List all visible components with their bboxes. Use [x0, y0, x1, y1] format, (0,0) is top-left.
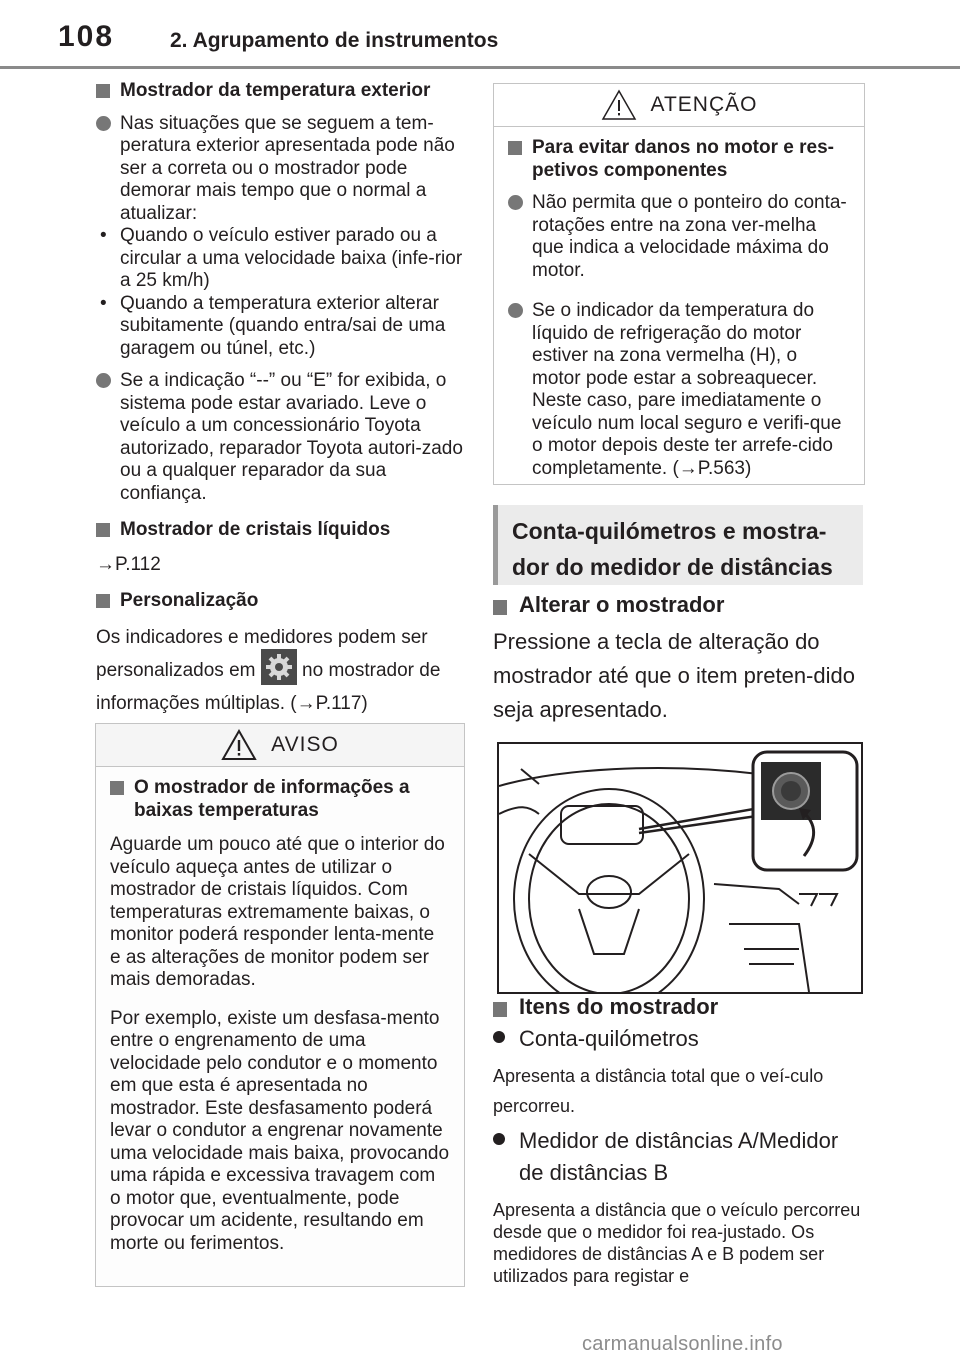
gear-icon	[261, 649, 297, 685]
section-heading: Mostrador de cristais líquidos	[96, 519, 468, 542]
section-heading: Itens do mostrador	[493, 996, 865, 1019]
console-line	[819, 894, 837, 906]
square-bullet-icon	[96, 523, 110, 537]
list-item: • Quando a temperatura exterior alterar subitamente (quando entra/sai de uma garagem ou túnel, etc.)	[100, 292, 446, 359]
paragraph: Aguarde um pouco até que o interior do veículo aqueça antes de utilizar o mostrador de cristais líquidos. Com temperaturas extremamente baixas, o monitor poderá responder lenta-mente e as alterações de monitor podem ser mais demoradas.	[110, 834, 445, 990]
square-bullet-icon	[508, 141, 522, 155]
list-item-title: Medidor de distâncias A/Medidor de distâncias B	[493, 1125, 865, 1189]
caution-box-title: ATENÇÃO	[650, 92, 758, 116]
round-bullet-icon	[493, 1133, 505, 1145]
paragraph: Não permita que o ponteiro do conta-rotações entre na zona ver-melha que indica a velocidade máxima do motor.	[508, 192, 850, 282]
instrument-cluster	[561, 806, 643, 844]
caution-box-body	[494, 127, 864, 490]
wheel-hub	[587, 876, 631, 908]
section-banner-title: Conta-quilómetros e mostra-dor do medidor de distâncias	[512, 518, 833, 580]
left-column	[96, 80, 468, 719]
page-reference[interactable]: →P.112	[96, 553, 161, 575]
paragraph: Se o indicador da temperatura do líquido de refrigeração do motor estiver na zona vermelha (H), o motor pode estar a sobreaquecer. Neste caso, pare imediatamente o veículo num local seguro e verifi-que o motor depois deste ter arrefe-cido completamente. (→P.563)	[508, 300, 850, 480]
section-heading: Alterar o mostrador	[493, 594, 865, 617]
vent-left	[499, 807, 539, 814]
square-bullet-icon	[96, 84, 110, 98]
paragraph: Apresenta a distância total que o veí-culo percorreu.	[493, 1065, 824, 1116]
paragraph: Apresenta a distância que o veículo percorreu desde que o medidor foi rea-justado. Os medidores de distâncias A e B podem ser utilizados para registar e	[493, 1199, 861, 1286]
vent-line	[521, 769, 539, 784]
console-line	[714, 884, 799, 904]
console-line	[729, 924, 809, 992]
paragraph: Se a indicação “--” ou “E” for exibida, o sistema pode estar avariado. Leve o veículo a um concessionário Toyota autorizado, reparador Toyota autori-zado ou a qualquer reparador da sua confiança.	[96, 370, 468, 505]
right-column	[493, 594, 865, 727]
caution-box-header	[494, 84, 864, 127]
list-item: • Quando o veículo estiver parado ou a circular a uma velocidade baixa (infe-rior a 25 km/h)	[100, 225, 463, 291]
caution-triangle-icon	[601, 89, 637, 121]
round-bullet-icon	[508, 195, 523, 210]
steering-wheel-rim	[514, 789, 704, 992]
square-bullet-icon	[493, 600, 507, 615]
caution-box	[493, 83, 865, 485]
round-bullet-icon	[96, 116, 111, 131]
warning-box-body	[96, 767, 464, 1265]
wheel-spoke	[529, 854, 689, 894]
list-item-title: Conta-quilómetros	[493, 1023, 865, 1055]
square-bullet-icon	[96, 594, 110, 608]
display-switch-center	[781, 781, 801, 801]
round-bullet-icon	[493, 1031, 505, 1043]
box-heading: O mostrador de informações a baixas temperaturas	[110, 777, 450, 822]
page-number: 108	[58, 20, 115, 53]
header-rule	[0, 66, 960, 69]
wheel-lower-spoke	[579, 909, 639, 954]
square-bullet-icon	[110, 781, 124, 795]
paragraph: Nas situações que se seguem a tem-peratura exterior apresentada pode não ser a correta ou o mostrador pode demorar mais tempo que o normal a atualizar:	[96, 113, 468, 226]
steering-wheel-inner	[529, 804, 689, 992]
box-heading: Para evitar danos no motor e res-petivos componentes	[508, 137, 850, 182]
round-bullet-icon	[96, 373, 111, 388]
section-heading: Personalização	[96, 590, 468, 613]
warning-box-title: AVISO	[271, 732, 339, 756]
warning-box-header	[96, 724, 464, 767]
paragraph: Os indicadores e medidores podem ser personalizados em no mostrador de informações múltiplas. (→P.117)	[96, 626, 441, 714]
square-bullet-icon	[493, 1002, 507, 1017]
round-bullet-icon	[508, 303, 523, 318]
right-column-lower	[493, 996, 865, 1287]
steering-wheel-illustration	[497, 742, 863, 994]
paragraph: Por exemplo, existe um desfasa-mento entre o engrenamento de uma velocidade pelo condutor e o momento em que esta é apresentada no mostrador. Este desfasamento poderá levar o condutor a engrenar novamente uma velocidade mais baixa, provocando uma rápida e excessiva travagem com o motor que, eventualmente, pode provocar um acidente, resultando em morte ou ferimentos.	[110, 1007, 450, 1254]
watermark: carmanualsonline.info	[582, 1333, 783, 1355]
warning-triangle-icon	[221, 729, 257, 761]
console-line	[799, 894, 817, 906]
section-banner	[493, 505, 863, 585]
chapter-title: 2. Agrupamento de instrumentos	[170, 29, 499, 52]
section-heading: Mostrador da temperatura exterior	[96, 80, 468, 103]
warning-box	[95, 723, 465, 1287]
paragraph: Pressione a tecla de alteração do mostrador até que o item preten-dido seja apresentado.	[493, 628, 855, 722]
dashboard-drawing	[499, 744, 861, 992]
